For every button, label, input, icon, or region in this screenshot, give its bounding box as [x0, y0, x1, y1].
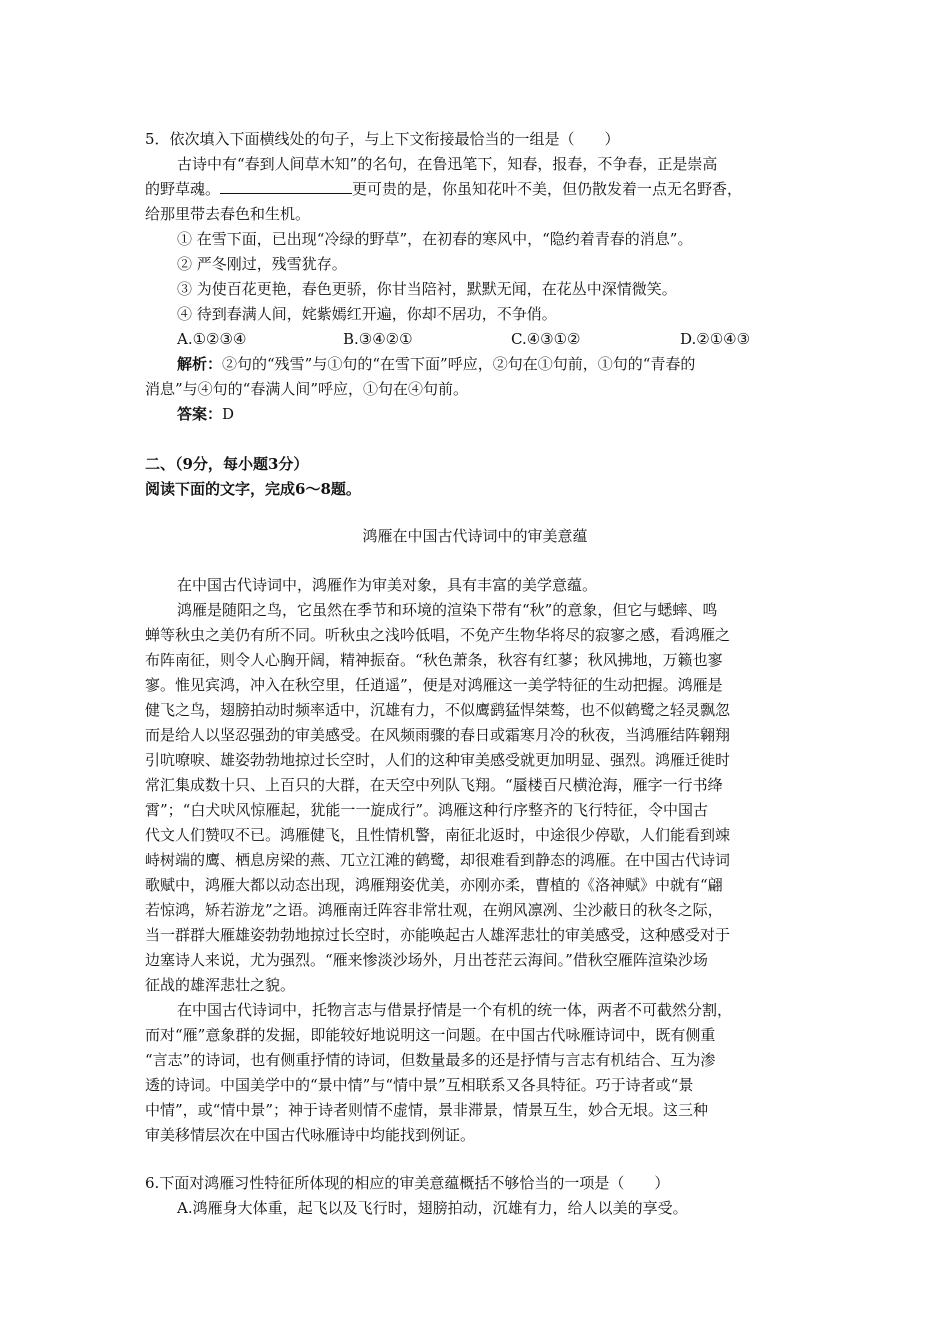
article-line: 审美移情层次在中国古代咏雁诗中均能找到例证。	[145, 1126, 476, 1144]
q5-sentence-3: ③ 为使百花更艳，春色更骄，你甘当陪衬，默默无闻，在花丛中深情微笑。	[177, 280, 677, 298]
explanation-label: 解析：	[177, 355, 223, 373]
article-line: 在中国古代诗词中，鸿雁作为审美对象，具有丰富的美学意蕴。	[177, 576, 598, 594]
q5-option-c: C.④③①②	[511, 330, 581, 348]
article-line: 边塞诗人来说，尤为强烈。“雁来惨淡沙场外，月出苍茫云海间。”借秋空雁阵渲染沙场	[145, 951, 708, 969]
answer-value: D	[222, 405, 235, 423]
article-line: 蝉等秋虫之美仍有所不同。听秋虫之浅吟低唱，不免产生物华将尽的寂寥之感，看鸿雁之	[145, 626, 731, 644]
article-line: 而对“雁”意象群的发掘，即能较好地说明这一问题。在中国古代咏雁诗词中，既有侧重	[145, 1026, 716, 1044]
q6-option-a: A.鸿雁身大体重，起飞以及飞行时，翅膀拍动，沉雄有力，给人以美的享受。	[177, 1199, 688, 1217]
q5-option-b: B.③④②①	[343, 330, 413, 348]
explanation-text-1: ②句的“残雪”与①句的“在雪下面”呼应，②句在①句前，①句的“青春的	[222, 355, 696, 373]
article-line: 寥。惟见宾鸿，冲入在秋空里，任逍遥”，便是对鸿雁这一美学特征的生动把握。鸿雁是	[145, 676, 723, 694]
q5-passage-line-1: 古诗中有“春到人间草木知”的名句，在鲁迅笔下，知春，报春，不争春，正是崇高	[177, 155, 718, 173]
article-line: “言志”的诗词，也有侧重抒情的诗词，但数量最多的还是抒情与言志有机结合、互为渗	[145, 1051, 716, 1069]
article-line: 引吭嘹唳、雄姿勃勃地掠过长空时，人们的这种审美感受就更加明显、强烈。鸿雁迁徙时	[145, 751, 731, 769]
q5-stem: 5．依次填入下面横线处的句子，与上下文衔接最恰当的一组是（ ）	[145, 130, 620, 148]
article-line: 若惊鸿，矫若游龙”之语。鸿雁南迁阵容非常壮观，在朔风凛冽、尘沙蔽日的秋冬之际，	[145, 901, 723, 919]
article-line: 中情”，或“情中景”；神于诗者则情不虚情，景非滞景，情景互生，妙合无垠。这三种	[145, 1101, 709, 1119]
q5-passage-before-blank: 的野草魂。	[145, 180, 221, 198]
article-line: 在中国古代诗词中，托物言志与借景抒情是一个有机的统一体，两者不可截然分割，	[177, 1001, 733, 1019]
q5-sentence-2: ② 严冬刚过，残雪犹存。	[177, 255, 347, 273]
q6-stem: 6.下面对鸿雁习性特征所体现的相应的审美意蕴概括不够恰当的一项是（ ）	[145, 1174, 670, 1192]
article-line: 征战的雄浑悲壮之貌。	[145, 976, 296, 994]
article-title: 鸿雁在中国古代诗词中的审美意蕴	[362, 527, 588, 545]
q5-passage-line-3: 给那里带去春色和生机。	[145, 205, 311, 223]
article-line: 歌赋中，鸿雁大都以动态出现，鸿雁翔姿优美，亦刚亦柔，曹植的《洛神赋》中就有“翩	[145, 876, 723, 894]
section-instruction: 阅读下面的文字，完成6～8题。	[145, 480, 361, 498]
q5-option-a: A.①②③④	[177, 330, 247, 348]
q5-sentence-1: ① 在雪下面，已出现“冷绿的野草”，在初春的寒风中，“隐约着青春的消息”。	[177, 230, 693, 248]
q5-passage-after-blank: 更可贵的是，你虽知花叶不美，但仍散发着一点无名野香，	[352, 180, 743, 198]
article-line: 霄”；“白犬吠风惊雁起，犹能一一旋成行”。鸿雁这种行序整齐的飞行特征，令中国古	[145, 801, 709, 819]
q5-sentence-4: ④ 待到春满人间，姹紫嫣红开遍，你却不居功，不争俏。	[177, 305, 557, 323]
fill-blank	[220, 179, 352, 194]
article-line: 常汇集成数十只、上百只的大群，在天空中列队飞翔。“蜃楼百尺横沧海，雁字一行书绛	[145, 776, 723, 794]
article-line: 布阵南征，则令人心胸开阔，精神振奋。“秋色萧条，秋容有红蓼；秋风拂地，万籁也寥	[145, 651, 723, 669]
q5-explanation-line-2: 消息”与④句的“春满人间”呼应，①句在④句前。	[145, 380, 469, 398]
article-line: 代文人们赞叹不已。鸿雁健飞，且性情机警，南征北返时，中途很少停歇，人们能看到竦	[145, 826, 731, 844]
article-line: 而是给人以坚忍强劲的审美感受。在风频雨骤的春日或霜寒月冷的秋夜，当鸿雁结阵翱翔	[145, 726, 731, 744]
q5-answer	[177, 403, 234, 425]
q5-explanation-line-1	[177, 353, 695, 375]
article-line: 当一群群大雁雄姿勃勃地掠过长空时，亦能唤起古人雄浑悲壮的审美感受，这种感受对于	[145, 926, 731, 944]
q5-passage-line-2	[145, 178, 742, 200]
article-line: 健飞之鸟，翅膀拍动时频率适中，沉雄有力，不似鹰鹞猛悍桀骜，也不似鹤鹭之轻灵飘忽	[145, 701, 731, 719]
article-line: 鸿雁是随阳之鸟，它虽然在季节和环境的渲染下带有“秋”的意象，但它与蟋蟀、鸣	[177, 601, 718, 619]
article-line: 峙树端的鹰、栖息房梁的燕、兀立江滩的鹤鹭，却很难看到静态的鸿雁。在中国古代诗词	[145, 851, 731, 869]
q5-option-d: D.②①④③	[680, 330, 751, 348]
article-line: 透的诗词。中国美学中的“景中情”与“情中景”互相联系又各具特征。巧于诗者或“景	[145, 1076, 694, 1094]
section-heading: 二、（9分，每小题3分）	[145, 455, 309, 473]
answer-label: 答案：	[177, 405, 223, 423]
